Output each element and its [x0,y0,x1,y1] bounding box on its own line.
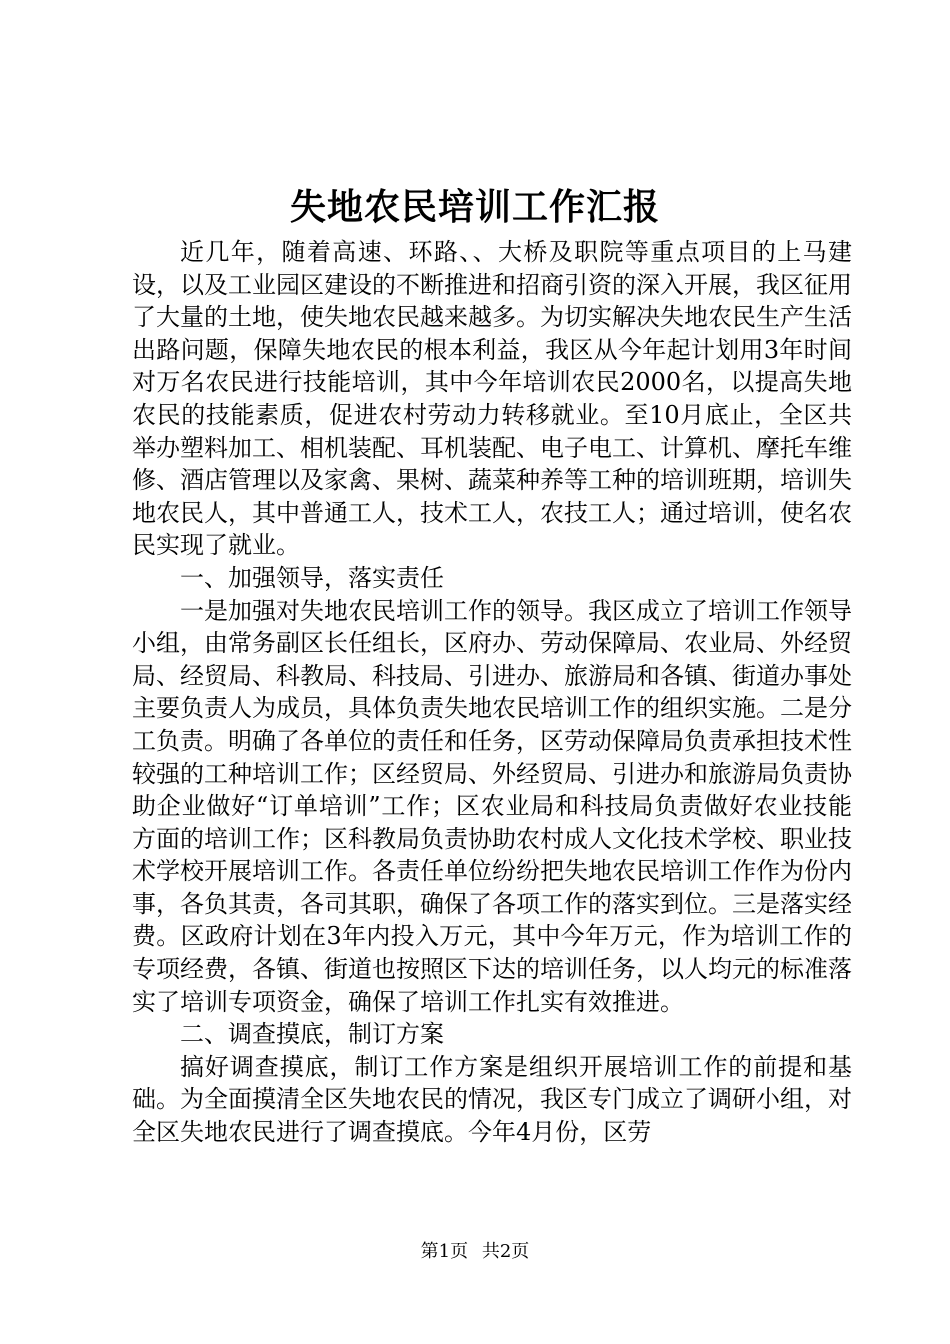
document-body [132,236,852,1149]
page-number-total: 共2页 [481,1241,530,1262]
page-footer [0,1240,950,1264]
page-number-current: 第1页 [420,1241,469,1262]
document-title: 失地农民培训工作汇报 [289,186,660,228]
section-2-paragraph: 搞好调查摸底，制订工作方案是组织开展培训工作的前提和基础。为全面摸清全区失地农民的情况，我区专门成立了调研小组，对全区失地农民进行了调查摸底。今年4月份，区劳 [132,1052,852,1147]
intro-paragraph: 近几年，随着高速、环路、、大桥及职院等重点项目的上马建设，以及工业园区建设的不断推进和招商引资的深入开展，我区征用了大量的土地，使失地农民越来越多。为切实解决失地农民生产生活出路问题，保障失地农民的根本利益，我区从今年起计划用3年时间对万名农民进行技能培训，其中今年培训农民2000名，以提高失地农民的技能素质，促进农村劳动力转移就业。至10月底止，全区共举办塑料加工、相机装配、耳机装配、电子电工、计算机、摩托车维修、酒店管理以及家禽、果树、蔬菜种养等工种的培训班期，培训失地农民人，其中普通工人，技术工人，农技工人；通过培训，使名农民实现了就业。 [132,238,852,560]
section-1-paragraph: 一是加强对失地农民培训工作的领导。我区成立了培训工作领导小组，由常务副区长任组长，区府办、劳动保障局、农业局、外经贸局、经贸局、科教局、科技局、引进办、旅游局和各镇、街道办事处主要负责人为成员，具体负责失地农民培训工作的组织实施。二是分工负责。明确了各单位的责任和任务，区劳动保障局负责承担技术性较强的工种培训工作；区经贸局、外经贸局、引进办和旅游局负责协助企业做好“订单培训”工作；区农业局和科技局负责做好农业技能方面的培训工作；区科教局负责协助农村成人文化技术学校、职业技术学校开展培训工作。各责任单位纷纷把失地农民培训工作作为份内事，各负其责，各司其职，确保了各项工作的落实到位。三是落实经费。区政府计划在3年内投入万元，其中今年万元，作为培训工作的专项经费，各镇、街道也按照区下达的培训任务，以人均元的标准落实了培训专项资金，确保了培训工作扎实有效推进。 [132,596,852,1016]
section-heading-1: 一、加强领导，落实责任 [180,563,444,592]
section-heading-2: 二、调查摸底，制订方案 [180,1020,444,1049]
